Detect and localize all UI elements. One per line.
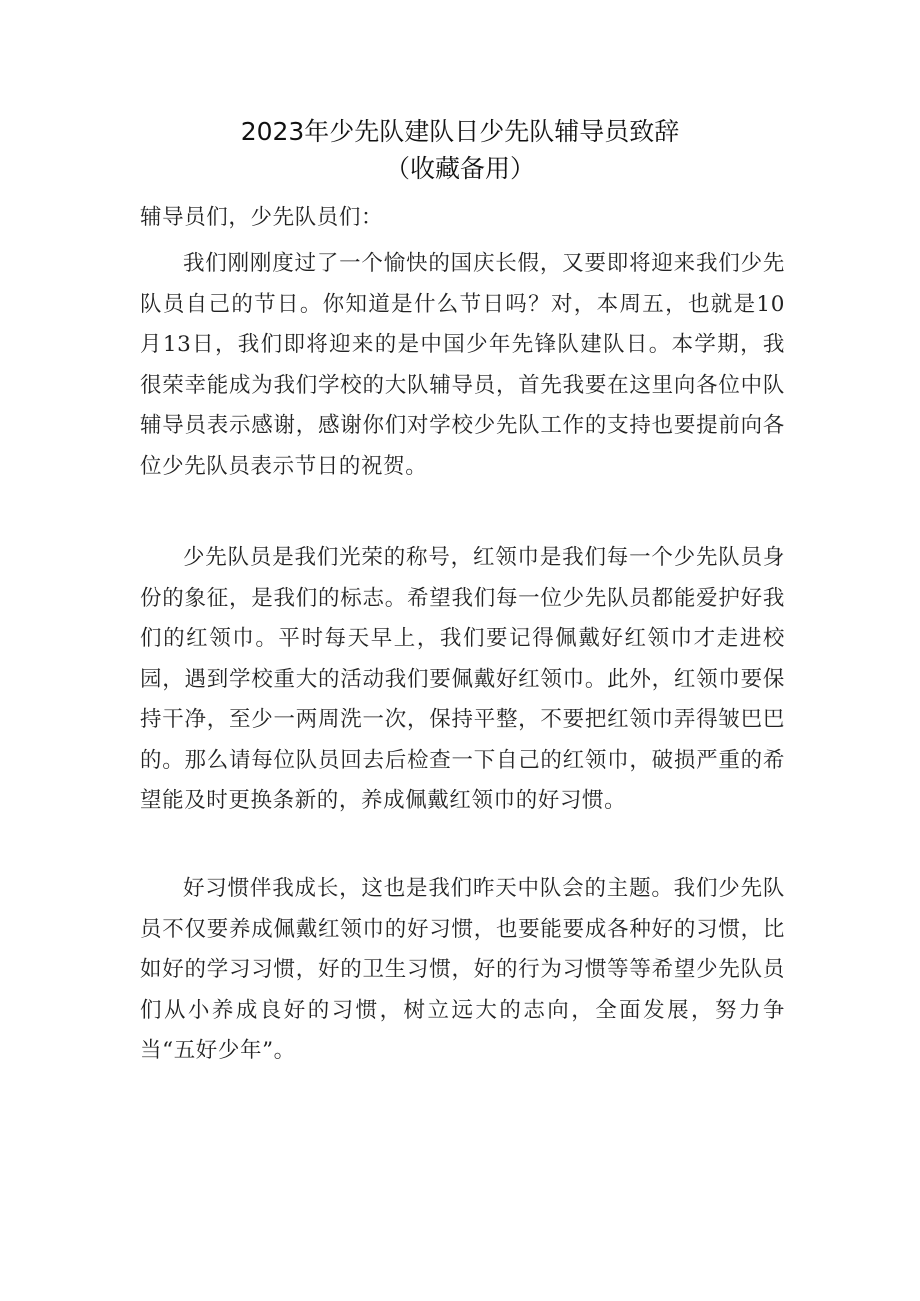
- document-subtitle: （收藏备用）: [384, 154, 535, 183]
- paragraph-1: 我们刚刚度过了一个愉快的国庆长假，又要即将迎来我们少先队员自己的节日。你知道是什么节日吗？对，本周五，也就是10月13日，我们即将迎来的是中国少年先锋队建队日。本学期，我很荣幸能成为我们学校的大队辅导员，首先我要在这里向各位中队辅导员表示感谢，感谢你们对学校少先队工作的支持也要提前向各位少先队员表示节日的祝贺。: [140, 251, 785, 479]
- document-title: 2023年少先队建队日少先队辅导员致辞: [240, 117, 680, 146]
- paragraph-3: 好习惯伴我成长，这也是我们昨天中队会的主题。我们少先队员不仅要养成佩戴红领巾的好习惯，也要能要成各种好的习惯，比如好的学习习惯，好的卫生习惯，好的行为习惯等等希望少先队员们从小养成良好的习惯，树立远大的志向，全面发展，努力争当“五好少年”。: [140, 876, 785, 1063]
- salutation: 辅导员们，少先队员们：: [140, 205, 384, 230]
- paragraph-2: 少先队员是我们光荣的称号，红领巾是我们每一个少先队员身份的象征，是我们的标志。希望我们每一位少先队员都能爱护好我们的红领巾。平时每天早上，我们要记得佩戴好红领巾才走进校园，遇到学校重大的活动我们要佩戴好红领巾。此外，红领巾要保持干净，至少一两周洗一次，保持平整，不要把红领巾弄得皱巴巴的。那么请每位队员回去后检查一下自己的红领巾，破损严重的希望能及时更换条新的，养成佩戴红领巾的好习惯。: [140, 545, 785, 813]
